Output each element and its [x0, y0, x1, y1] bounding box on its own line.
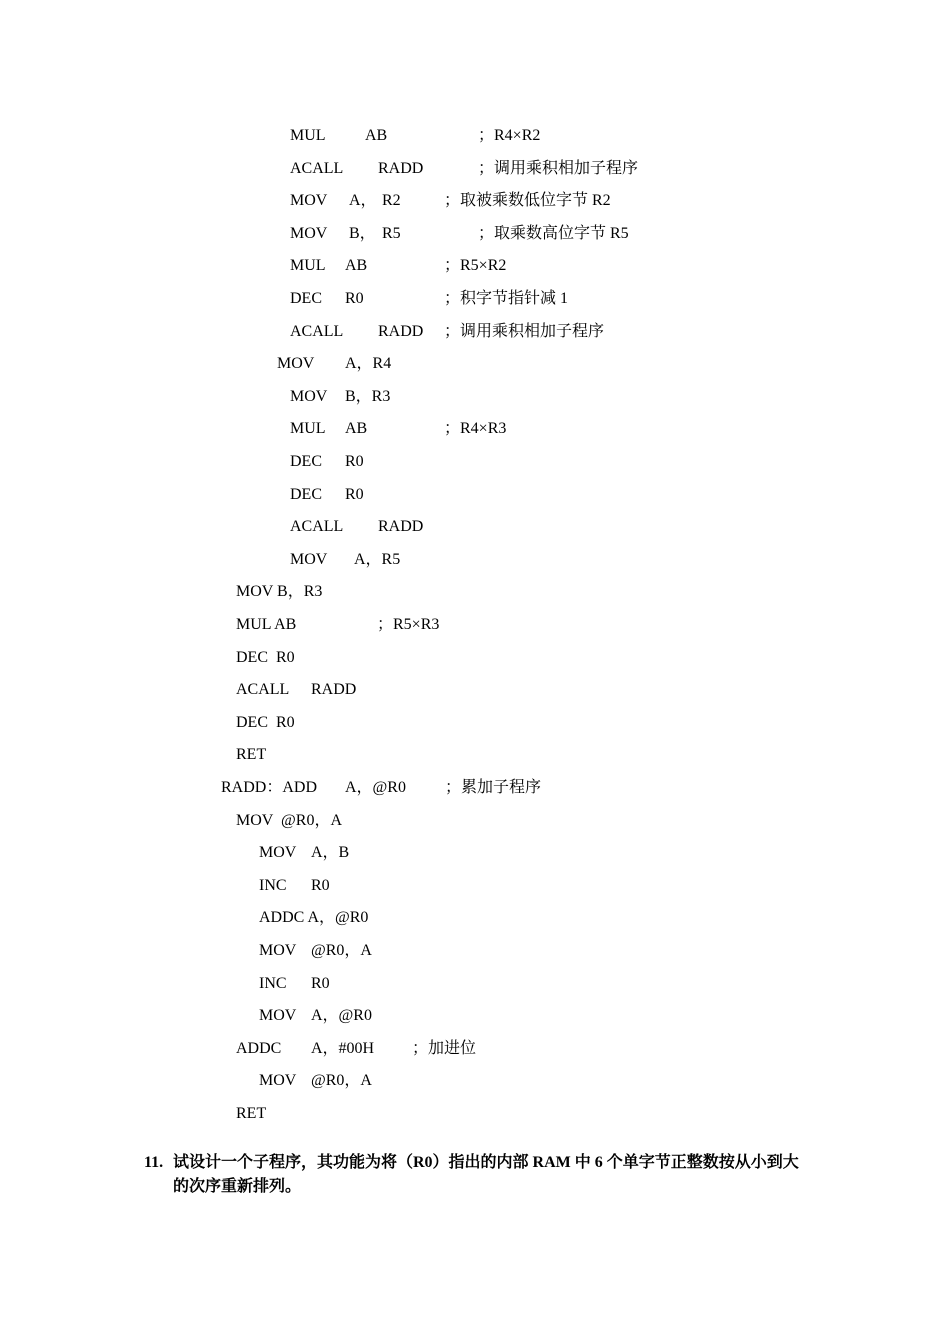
code-segment: MOV	[290, 192, 328, 209]
code-segment: ；调用乘积相加子程序	[478, 160, 639, 177]
code-segment: R0	[311, 975, 330, 992]
code-segment: ADDC	[236, 1040, 282, 1057]
code-segment: A，R5	[354, 551, 401, 568]
code-segment: R0	[311, 877, 330, 894]
code-segment: RADD	[378, 160, 424, 177]
code-segment: ACALL	[236, 681, 290, 698]
code-segment: DEC	[290, 290, 322, 307]
code-segment: ；R4×R3	[444, 420, 507, 437]
code-segment: ACALL	[290, 160, 344, 177]
code-segment: MUL	[290, 420, 326, 437]
code-segment: MOV	[290, 551, 328, 568]
code-segment: ACALL	[290, 323, 344, 340]
question-text: 试设计一个子程序，其功能为将（R0）指出的内部 RAM 中 6 个单字节正整数按从小到大的次序重新排列。	[173, 1154, 799, 1195]
code-segment: ADDC A，@R0	[259, 909, 369, 926]
code-segment: INC	[259, 975, 287, 992]
question-number: 11.	[144, 1154, 164, 1171]
code-segment: ；R5×R3	[377, 616, 440, 633]
code-segment: A，@R0	[345, 779, 406, 796]
code-segment: MOV	[259, 1072, 297, 1089]
code-segment: ；加进位	[412, 1040, 477, 1057]
code-segment: ；积字节指针减 1	[444, 290, 569, 307]
code-segment: A，R4	[345, 355, 392, 372]
code-segment: INC	[259, 877, 287, 894]
code-segment: @R0，A	[311, 1072, 372, 1089]
code-segment: ACALL	[290, 518, 344, 535]
code-segment: R0	[345, 486, 364, 503]
code-segment: A，	[349, 192, 377, 209]
code-segment: DEC R0	[236, 714, 295, 731]
code-segment: MOV	[290, 225, 328, 242]
code-segment: R2	[382, 192, 401, 209]
code-segment: DEC	[290, 486, 322, 503]
code-segment: RADD	[378, 323, 424, 340]
code-segment: A，@R0	[311, 1007, 372, 1024]
code-segment: R0	[345, 290, 364, 307]
code-segment: DEC	[290, 453, 322, 470]
code-segment: MUL AB	[236, 616, 297, 633]
code-segment: ；取乘数高位字节 R5	[478, 225, 629, 242]
code-segment: RADD	[311, 681, 357, 698]
code-segment: MUL	[290, 127, 326, 144]
code-segment: ；取被乘数低位字节 R2	[444, 192, 611, 209]
code-segment: @R0，A	[311, 942, 372, 959]
code-segment: MOV	[290, 388, 328, 405]
code-segment: ；R4×R2	[478, 127, 541, 144]
code-segment: R5	[382, 225, 401, 242]
code-segment: MOV	[259, 942, 297, 959]
code-segment: DEC R0	[236, 649, 295, 666]
code-segment: ；R5×R2	[444, 257, 507, 274]
code-segment: RADD：ADD	[221, 779, 318, 796]
code-segment: RADD	[378, 518, 424, 535]
code-segment: ；调用乘积相加子程序	[444, 323, 605, 340]
code-segment: R0	[345, 453, 364, 470]
code-segment: RET	[236, 1105, 267, 1122]
code-segment: ；累加子程序	[445, 779, 542, 796]
code-segment: AB	[365, 127, 388, 144]
code-segment: RET	[236, 746, 267, 763]
code-segment: MOV	[259, 844, 297, 861]
code-segment: B，	[349, 225, 376, 242]
code-segment: A，B	[311, 844, 350, 861]
code-segment: MOV @R0，A	[236, 812, 343, 829]
code-segment: MOV	[259, 1007, 297, 1024]
code-segment: MOV B，R3	[236, 583, 323, 600]
code-segment: B，R3	[345, 388, 391, 405]
code-segment: AB	[345, 420, 368, 437]
code-segment: A，#00H	[311, 1040, 375, 1057]
code-segment: MUL	[290, 257, 326, 274]
code-segment: MOV	[277, 355, 315, 372]
code-segment: AB	[345, 257, 368, 274]
